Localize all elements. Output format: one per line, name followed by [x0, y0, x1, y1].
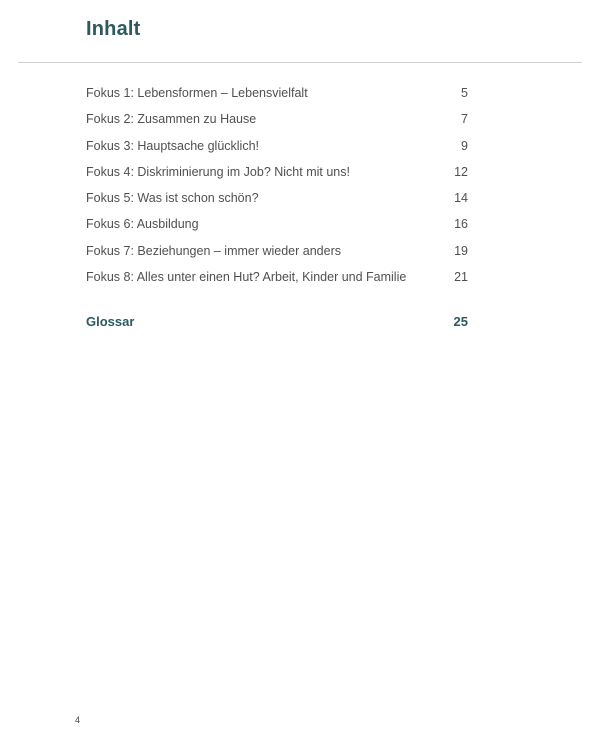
glossar-title: Glossar	[86, 314, 135, 329]
toc-entry-title: Fokus 8: Alles unter einen Hut? Arbeit, Kinder und Familie	[86, 270, 407, 285]
glossar-page: 25	[453, 314, 468, 329]
toc-entry-page: 9	[461, 138, 468, 153]
toc-entry[interactable]	[86, 165, 468, 191]
toc-entry[interactable]	[86, 86, 468, 112]
toc-entry-page: 16	[454, 217, 468, 232]
toc-entry-page: 14	[454, 191, 468, 206]
toc-entry-page: 5	[461, 86, 468, 100]
toc-glossar-entry[interactable]	[86, 314, 468, 329]
toc-entry[interactable]	[86, 191, 468, 217]
toc-entry-title: Fokus 3: Hauptsache glücklich!	[86, 138, 260, 153]
page-title: Inhalt	[86, 18, 141, 40]
toc-entry[interactable]	[86, 270, 468, 296]
toc-entry-page: 7	[461, 112, 468, 127]
toc-entry-page: 19	[454, 243, 468, 258]
toc-entry-title: Fokus 6: Ausbildung	[86, 217, 199, 232]
toc-entry-title: Fokus 4: Diskriminierung im Job? Nicht mit uns!	[86, 164, 350, 179]
toc-entry-title: Fokus 1: Lebensformen – Lebensvielfalt	[86, 86, 308, 100]
toc-entry-title: Fokus 2: Zusammen zu Hause	[86, 112, 257, 127]
toc-entry-page: 21	[454, 270, 468, 285]
toc-entry-page: 12	[454, 164, 468, 179]
toc-entry[interactable]	[86, 139, 468, 165]
header-divider	[18, 62, 582, 63]
toc-entry[interactable]	[86, 112, 468, 138]
toc-entry-title: Fokus 7: Beziehungen – immer wieder anders	[86, 243, 341, 258]
page-number: 4	[75, 715, 81, 725]
toc-entry[interactable]	[86, 217, 468, 243]
table-of-contents	[86, 86, 468, 296]
toc-entry-title: Fokus 5: Was ist schon schön?	[86, 191, 259, 206]
toc-entry[interactable]	[86, 244, 468, 270]
